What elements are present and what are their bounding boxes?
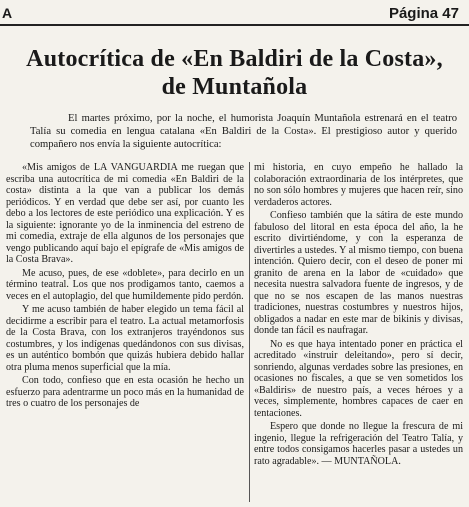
paragraph: Y me acuso también de haber elegido un tema fácil al decidirme a escribir para el teatro. La actual metamorfosis de la Costa Brava, con los extranjeros trayéndonos sus costumbres, y los indígenas quedándonos con sus divisas, es un auténtico bombón que quizás hubiera debido hallar otra pluma menos superficial que la mía. [6, 304, 244, 373]
title-line-1: Autocrítica de «En Baldiri de la Costa», [26, 46, 443, 72]
running-head-fragment: A [2, 5, 13, 21]
paragraph: Confieso también que la sátira de este mundo fabuloso del litoral en esta época del año, la he escrito divirtiéndome, y con la esperanza de divertirles a ustedes. Y al mismo tiempo, con buena intención. Quiero decir, con el deseo de poner mi granito de arena en la labor de «cuidado» que necesita nuestra salvadora fuente de ingresos, y de que no se nos escapen de las manos nuestras tradiciones, nuestras costumbres y nuestros hijos, obligados a nadar en este mar de bikinis y divisas, donde tan fácil es naufragar. [254, 210, 463, 336]
article-column-left [6, 162, 244, 412]
title-line-2: de Muntañola [161, 74, 308, 100]
header-rule [0, 24, 469, 26]
paragraph: Me acuso, pues, de ese «doblete», para decirlo en un término teatral. Los que nos prodigamos tanto, caemos a veces en el autoplagio, del que humildemente pido perdón. [6, 267, 244, 302]
paragraph: No es que haya intentado poner en práctica el acreditado «instruir deleitando», pero sí decir, sonriendo, algunas verdades sobre las presiones, en ocasiones no fiscales, a que se ven sometidos los «Baldiris» de nuestro país, a veces héroes y a veces, simplemente, hombres capaces de caer en tentaciones. [254, 338, 463, 419]
paragraph: «Mis amigos de LA VANGUARDIA me ruegan que escriba una autocrítica de mi comedia «En Baldiri de la costa» distinta a la que van a publicar los demás periódicos. Y en verdad que debe ser así, por cuanto les debo a los lectores de este periódico una explicación. Y es la siguiente: ignorante yo de la inminencia del estreno de mi comedia, extraje de ella algunos de los personajes que vengo publicando aquí bajo el epígrafe de «Mis amigos de la Costa Brava». [6, 162, 244, 265]
page-number: Página 47 [388, 5, 459, 22]
column-divider [249, 162, 250, 502]
paragraph: Espero que donde no llegue la frescura de mi ingenio, llegue la refrigeración del Teatro Talía, y entre todos consigamos hacerles pasar a ustedes un rato agradable». — MUNTAÑOLA. [254, 421, 463, 467]
paragraph: mi historia, en cuyo empeño he hallado la colaboración extraordinaria de los intérpretes, que no son sólo hombres y mujeres que hacen reír, sino verdaderos actores. [254, 162, 463, 208]
article-intro: El martes próximo, por la noche, el humorista Joaquín Muntañola estrenará en el teatro Talía su comedia en lengua catalana «En Baldiri de la Costa». El prestigioso autor y querido compañero nos envía la siguiente autocrítica: [30, 113, 457, 150]
article-column-right [254, 162, 463, 469]
paragraph: Con todo, confieso que en esta ocasión he hecho un esfuerzo para adentrarme un poco más en la humanidad de tres o cuatro de los personajes de [6, 375, 244, 409]
article-title [10, 45, 459, 101]
